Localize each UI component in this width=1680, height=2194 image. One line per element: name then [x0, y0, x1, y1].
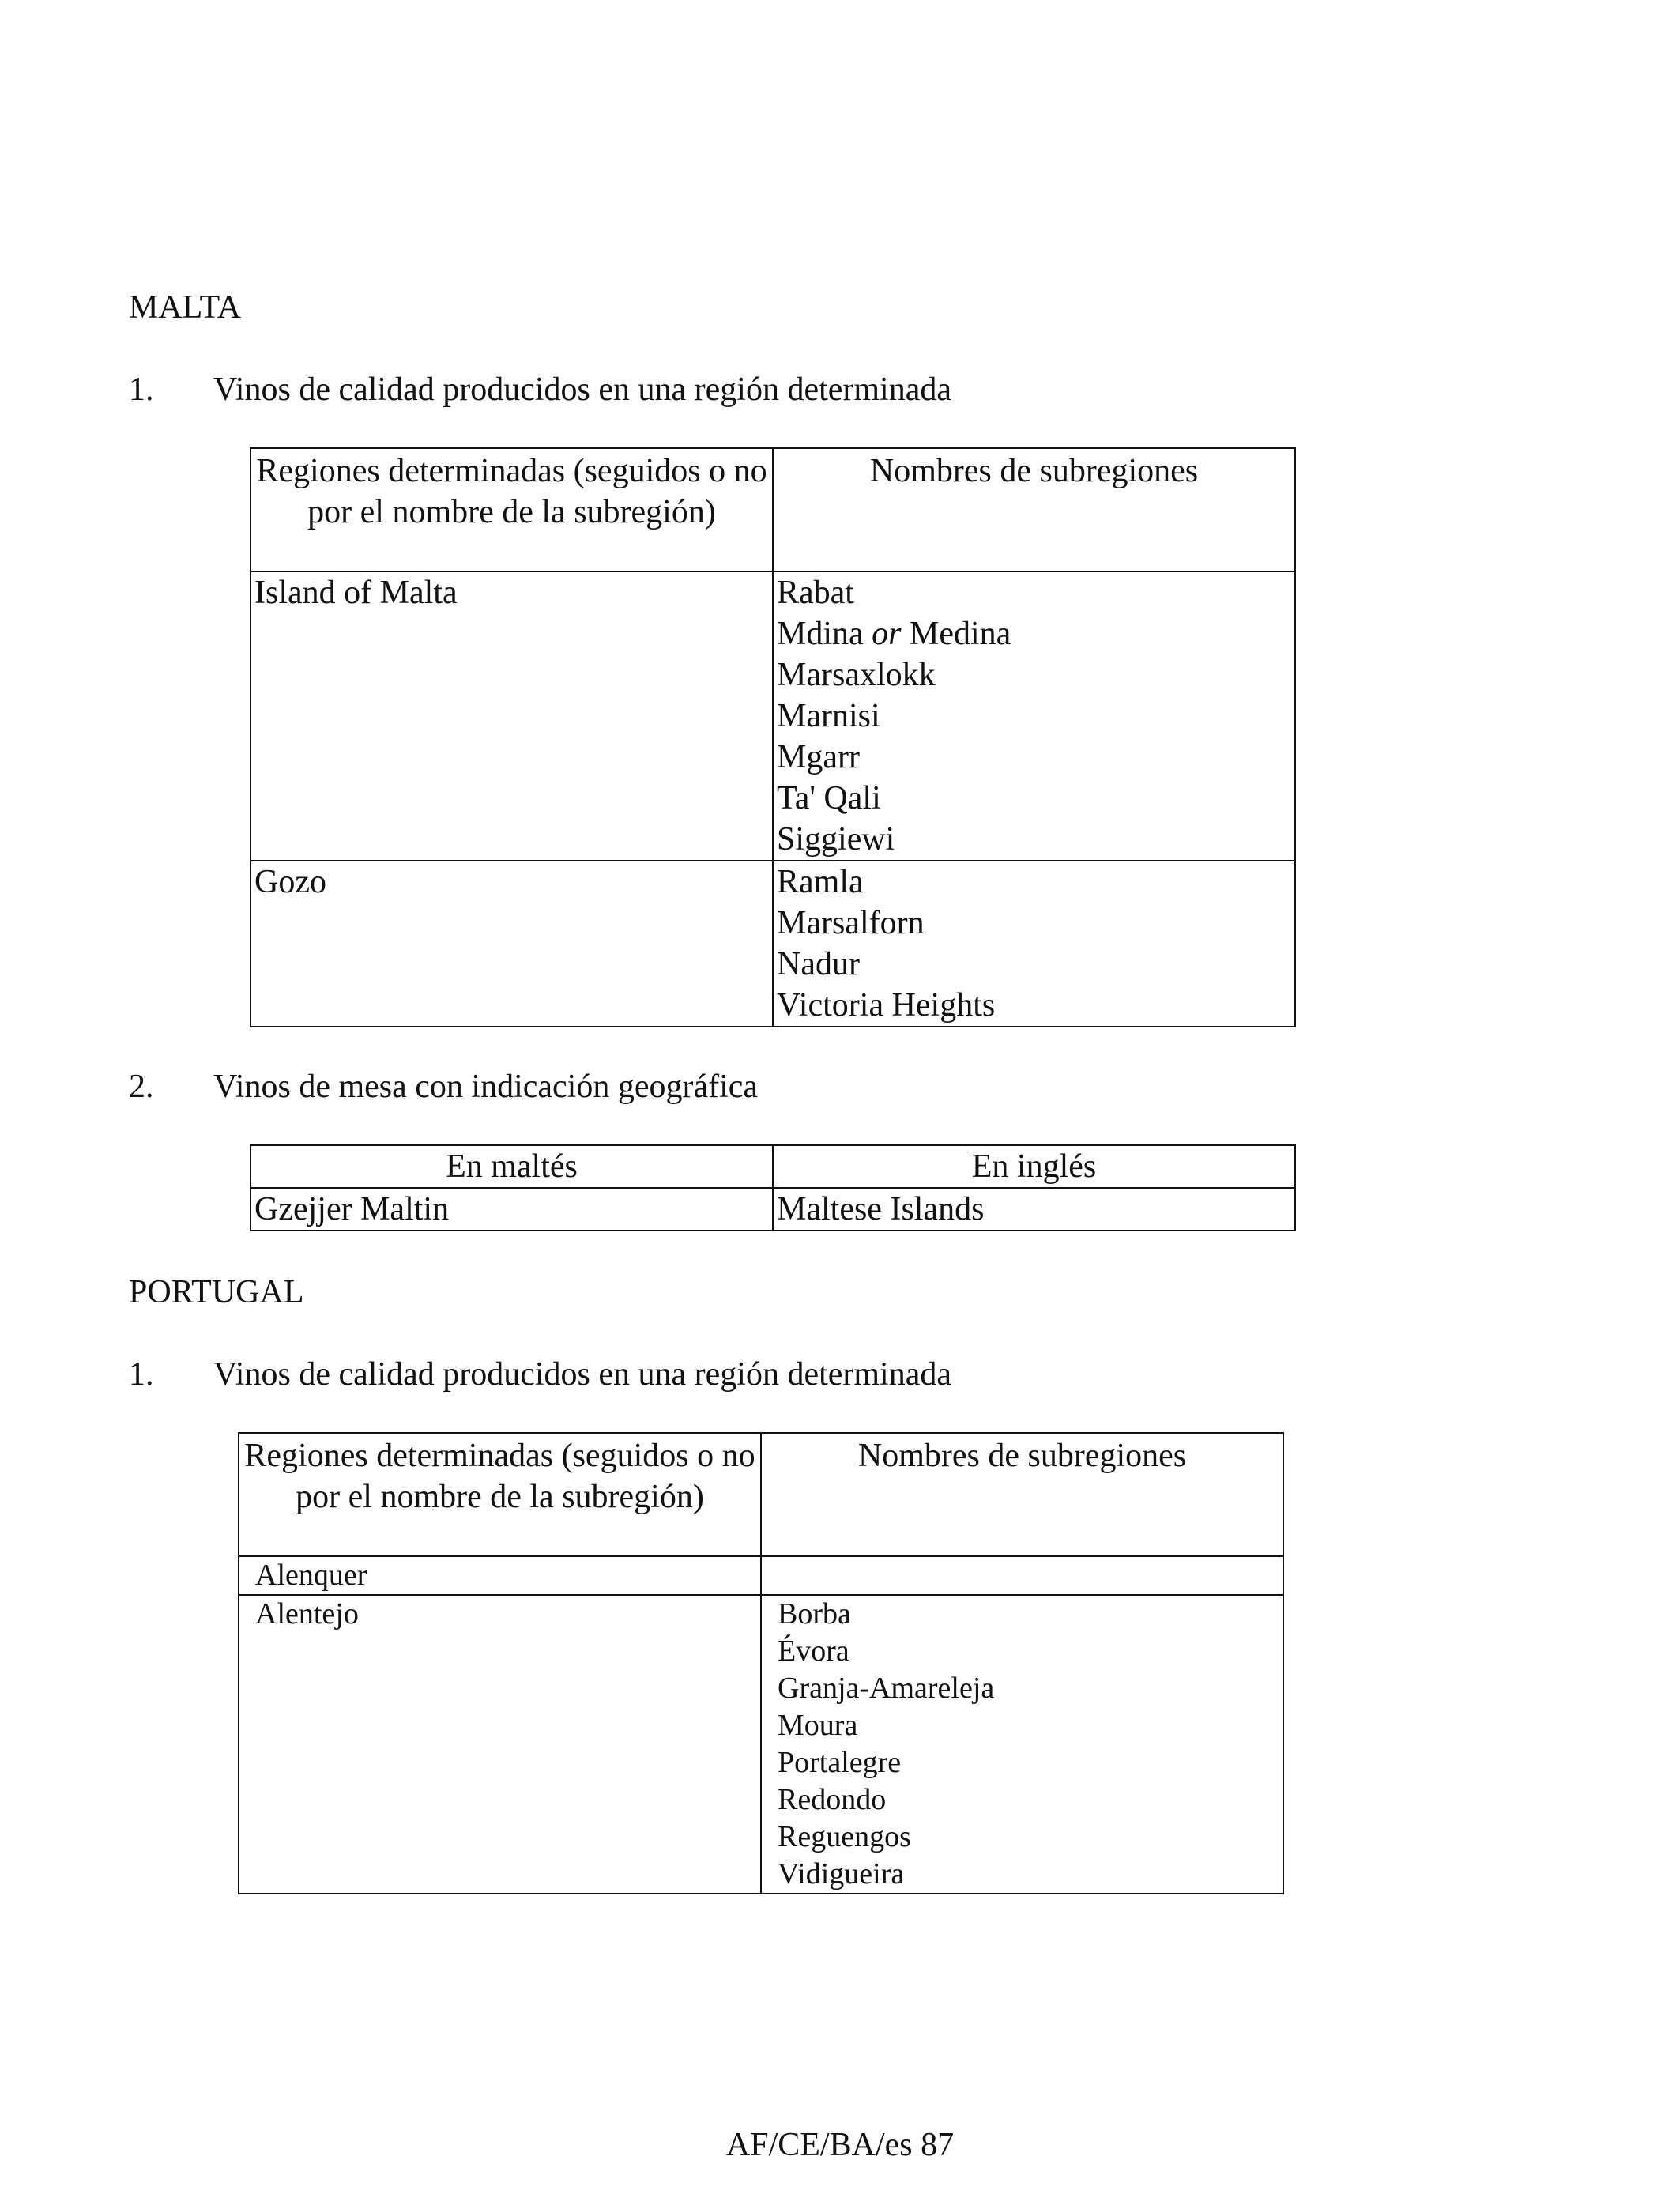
region-cell	[239, 1595, 761, 1894]
section-number: 1.	[129, 1356, 154, 1393]
subregion-item: Rabat	[777, 575, 854, 611]
header-cell-regions	[239, 1433, 761, 1556]
malta-quality-wines-table	[250, 447, 1296, 1027]
subregion-item: Mgarr	[777, 739, 860, 775]
header-cell-subregions	[773, 448, 1295, 571]
page-footer: AF/CE/BA/es 87	[725, 2127, 955, 2163]
subregion-item: Victoria Heights	[777, 987, 996, 1023]
header-subregions-text: Nombres de subregiones	[857, 1438, 1187, 1474]
table-row	[250, 861, 1295, 1027]
section-number: 2.	[129, 1069, 154, 1105]
english-name: Maltese Islands	[777, 1191, 985, 1227]
maltese-name-cell	[250, 1188, 773, 1231]
subregion-item: Siggiewi	[777, 821, 895, 858]
section-title: Vinos de mesa con indicación geográfica	[213, 1069, 759, 1105]
table-row	[250, 571, 1295, 861]
subregion-item: Ta' Qali	[777, 780, 881, 816]
subregion-item: Marsalforn	[777, 905, 925, 941]
table-row	[239, 1595, 1283, 1894]
table-header-row	[250, 1145, 1295, 1188]
header-subregions-text: Nombres de subregiones	[869, 453, 1199, 489]
region-cell	[239, 1556, 761, 1595]
subregion-item: Évora	[778, 1634, 849, 1668]
english-name-cell	[773, 1188, 1295, 1231]
header-regions-text: Regiones determinadas (seguidos o no por el nombre de la subregión)	[244, 1438, 755, 1515]
country-heading-portugal: PORTUGAL	[129, 1274, 304, 1310]
subregion-item: Mdina or Medina	[777, 616, 1011, 652]
region-name: Island of Malta	[254, 575, 458, 611]
subregion-item: Reguengos	[778, 1820, 911, 1853]
header-english-text: En inglés	[971, 1148, 1097, 1185]
subregion-item: Nadur	[777, 946, 860, 982]
section-title: Vinos de calidad producidos en una región determinada	[213, 371, 952, 408]
country-heading-malta: MALTA	[129, 289, 242, 326]
region-cell	[250, 861, 773, 1027]
section-title: Vinos de calidad producidos en una región determinada	[213, 1356, 952, 1393]
header-cell-maltese	[250, 1145, 773, 1188]
header-regions-text: Regiones determinadas (seguidos o no por el nombre de la subregión)	[256, 453, 767, 530]
section-number: 1.	[129, 371, 154, 408]
table-header-row	[250, 448, 1295, 571]
subregion-item: Granja-Amareleja	[778, 1672, 995, 1705]
subregions-cell	[773, 571, 1295, 861]
subregions-cell	[773, 861, 1295, 1027]
table-row	[250, 1188, 1295, 1231]
subregion-item: Moura	[778, 1709, 858, 1742]
region-name: Alenquer	[255, 1559, 367, 1592]
subregion-item: Marsaxlokk	[777, 657, 936, 693]
subregion-item: Redondo	[778, 1783, 887, 1816]
subregion-item: Portalegre	[778, 1746, 902, 1779]
subregion-item: Marnisi	[777, 698, 880, 734]
maltese-name: Gzejjer Maltin	[254, 1191, 450, 1227]
subregion-item: Ramla	[777, 864, 864, 900]
header-maltese-text: En maltés	[446, 1148, 578, 1185]
subregions-cell	[761, 1595, 1283, 1894]
malta-table-wines-table	[250, 1144, 1296, 1231]
region-name: Gozo	[254, 864, 326, 900]
subregion-item: Vidigueira	[778, 1857, 905, 1891]
table-row	[239, 1556, 1283, 1595]
subregion-item: Borba	[778, 1597, 851, 1630]
header-cell-regions	[250, 448, 773, 571]
table-header-row	[239, 1433, 1283, 1556]
region-cell	[250, 571, 773, 861]
subregions-cell	[761, 1556, 1283, 1595]
header-cell-subregions	[761, 1433, 1283, 1556]
region-name: Alentejo	[255, 1597, 359, 1630]
portugal-quality-wines-table	[238, 1432, 1284, 1894]
header-cell-english	[773, 1145, 1295, 1188]
